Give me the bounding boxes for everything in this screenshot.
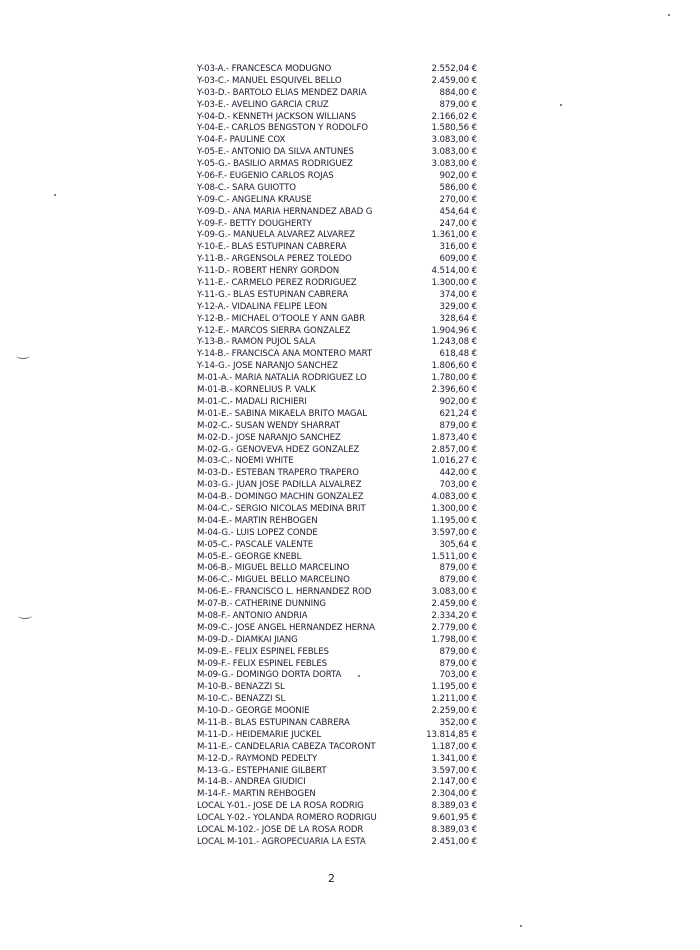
entry-amount: 879,00 € [439, 658, 477, 669]
entry-amount: 1.780,00 € [431, 373, 477, 384]
entry-name: M-01-B.- KORNELIUS P. VALK [197, 385, 316, 396]
list-item [197, 492, 477, 504]
entry-amount: 9.601,95 € [431, 813, 477, 824]
list-item [197, 611, 477, 623]
list-item [197, 230, 477, 242]
list-item [197, 76, 477, 88]
entry-name: LOCAL Y-01.- JOSE DE LA ROSA RODRIG [197, 801, 364, 812]
entry-name: M-04-E.- MARTIN REHBOGEN [197, 515, 318, 526]
entry-name: Y-03-C.- MANUEL ESQUIVEL BELLO [197, 75, 342, 86]
entry-amount: 442,00 € [439, 468, 477, 479]
list-item [197, 623, 477, 635]
entry-amount: 1.361,00 € [431, 230, 477, 241]
entry-amount: 4.514,00 € [431, 266, 477, 277]
list-item [197, 64, 477, 76]
list-item [197, 445, 477, 457]
entry-name: M-09-F.- FELIX ESPINEL FEBLES [197, 658, 328, 669]
list-item [197, 766, 477, 778]
list-item [197, 147, 477, 159]
scan-speck [54, 194, 56, 196]
entry-name: Y-12-B.- MICHAEL O'TOOLE Y ANN GABR [197, 313, 365, 324]
entry-name: M-11-D.- HEIDEMARIE JUCKEL [197, 729, 322, 740]
entry-name: LOCAL Y-02.- YOLANDA ROMERO RODRIGU [197, 813, 377, 824]
list-item [197, 813, 477, 825]
entry-name: Y-03-A.- FRANCESCA MODUGNO [197, 64, 332, 74]
entry-name: M-06-E.- FRANCISCO L. HERNANDEZ ROD [197, 587, 372, 598]
entry-name: Y-14-B.- FRANCISCA ANA MONTERO MART [197, 349, 373, 360]
list-item [197, 587, 477, 599]
entry-name: LOCAL M-102.- JOSE DE LA ROSA RODR [197, 825, 364, 835]
list-item [197, 599, 477, 611]
list-item [197, 433, 477, 445]
list-item [197, 397, 477, 409]
list-item [197, 207, 477, 219]
list-item [197, 278, 477, 290]
entry-name: LOCAL M-101.- AGROPECUARIA LA ESTA [197, 836, 366, 847]
list-item [197, 100, 477, 112]
entry-amount: 2.552,04 € [431, 64, 477, 74]
entry-amount: 2.259,00 € [431, 706, 477, 717]
list-item [197, 183, 477, 195]
entry-name: Y-11-G.- BLAS ESTUPIÑAN CABRERA [197, 289, 349, 300]
entry-amount: 3.083,00 € [431, 147, 477, 158]
entry-amount: 879,00 € [439, 99, 477, 110]
scan-speck [560, 104, 562, 106]
entry-name: M-03-D.- ESTEBAN TRAPERO TRAPERO [197, 468, 359, 479]
entry-amount: 1.195,00 € [431, 682, 477, 693]
page-number: 2 [328, 872, 335, 885]
entry-amount: 1.798,00 € [431, 634, 477, 645]
list-item [197, 456, 477, 468]
list-item [197, 504, 477, 516]
list-item [197, 706, 477, 718]
entry-name: Y-12-A.- VIDALINA FELIPE LEON [197, 301, 328, 312]
list-item [197, 801, 477, 813]
entry-name: M-13-G.- ESTEPHANIE GILBERT [197, 765, 327, 776]
entry-amount: 2.334,20 € [431, 610, 477, 621]
entry-name: Y-09-D.- ANA MARIA HERNANDEZ ABAD G [197, 206, 373, 217]
list-item [197, 837, 477, 849]
entry-name: M-10-C.- BENAZZI SL [197, 694, 286, 705]
entry-name: Y-11-D.- ROBERT HENRY GORDON [197, 266, 340, 277]
list-item [197, 754, 477, 766]
entry-amount: 2.166,02 € [431, 111, 477, 122]
entry-amount: 1.580,56 € [431, 123, 477, 134]
list-item [197, 694, 477, 706]
list-item [197, 635, 477, 647]
list-item [197, 302, 477, 314]
entry-name: Y-09-G.- MANUELA ALVAREZ ALVAREZ [197, 230, 355, 241]
entry-name: Y-11-E.- CARMELO PEREZ RODRIGUEZ [197, 278, 357, 289]
entry-amount: 2.459,00 € [431, 599, 477, 610]
entry-name: M-05-C.- PASCALE VALENTE [197, 539, 314, 550]
entry-name: Y-10-E.- BLAS ESTUPIÑAN CABRERA [197, 242, 347, 253]
entry-amount: 454,64 € [439, 206, 477, 217]
entry-amount: 2.459,00 € [431, 75, 477, 86]
list-item [197, 777, 477, 789]
list-item [197, 552, 477, 564]
entry-name: Y-13-B.- RAMON PUJOL SALA [197, 337, 316, 348]
entry-name: M-10-B.- BENAZZI SL [197, 682, 285, 693]
entry-amount: 879,00 € [439, 646, 477, 657]
entry-amount: 8.389,03 € [431, 825, 477, 835]
list-item [197, 123, 477, 135]
entry-amount: 609,00 € [439, 254, 477, 265]
list-item [197, 659, 477, 671]
scan-speck [358, 675, 360, 677]
list-item [197, 159, 477, 171]
entry-name: Y-11-B.- ARGENSOLA PEREZ TOLEDO [197, 254, 352, 265]
entry-name: Y-14-G.- JOSE NARANJO SANCHEZ [197, 361, 338, 372]
entry-amount: 316,00 € [439, 242, 477, 253]
list-item [197, 540, 477, 552]
entry-amount: 586,00 € [439, 182, 477, 193]
list-item [197, 290, 477, 302]
entry-amount: 1.243,08 € [431, 337, 477, 348]
entry-name: M-02-G.- GENOVEVA HDEZ GONZALEZ [197, 444, 360, 455]
entry-name: M-07-B.- CATHERINE DUNNING [197, 599, 326, 610]
entry-amount: 374,00 € [439, 289, 477, 300]
entry-amount: 621,24 € [439, 408, 477, 419]
list-item [197, 730, 477, 742]
list-item [197, 670, 477, 682]
entry-name: M-09-G.- DOMINGO DORTA DORTA [197, 670, 342, 681]
entry-amount: 1.341,00 € [431, 753, 477, 764]
list-item [197, 195, 477, 207]
list-item [197, 254, 477, 266]
entry-name: M-03-G.- JUAN JOSE PADILLA ALVALREZ [197, 480, 362, 491]
entry-amount: 305,64 € [439, 539, 477, 550]
entry-name: Y-05-G.- BASILIO ARMAS RODRIGUEZ [197, 159, 353, 170]
entry-name: M-11-E.- CANDELARIA CABEZA TACORONT [197, 741, 376, 752]
entry-amount: 2.396,60 € [431, 385, 477, 396]
entry-amount: 618,48 € [439, 349, 477, 360]
list-item [197, 468, 477, 480]
entry-name: Y-04-D.- KENNETH JACKSON WILLIANS [197, 111, 357, 122]
entry-name: M-10-D.- GEORGE MOONIE [197, 706, 310, 717]
list-item [197, 135, 477, 147]
entry-amount: 8.389,03 € [431, 801, 477, 812]
entry-amount: 328,64 € [439, 313, 477, 324]
list-item [197, 789, 477, 801]
entry-name: Y-09-F.- BETTY DOUGHERTY [197, 218, 312, 229]
entry-name: Y-04-F.- PAULINE COX [197, 135, 286, 146]
entry-amount: 902,00 € [439, 171, 477, 182]
entry-name: Y-12-E.- MARCOS SIERRA GONZALEZ [197, 325, 351, 336]
list-item [197, 88, 477, 100]
entry-amount: 352,00 € [439, 717, 477, 728]
entry-amount: 3.083,00 € [431, 587, 477, 598]
list-item [197, 528, 477, 540]
list-item [197, 242, 477, 254]
entry-amount: 1.873,40 € [431, 432, 477, 443]
entry-amount: 879,00 € [439, 420, 477, 431]
list-item [197, 219, 477, 231]
entry-name: M-09-C.- JOSE ANGEL HERNANDEZ HERNA [197, 622, 375, 633]
entry-name: Y-09-C.- ANGELINA KRAUSE [197, 194, 312, 205]
list-item [197, 409, 477, 421]
entry-amount: 1.195,00 € [431, 515, 477, 526]
list-item [197, 314, 477, 326]
entry-name: M-14-F.- MARTIN REHBOGEN [197, 789, 316, 800]
entry-name: M-04-B.- DOMINGO MACHIN GONZALEZ [197, 492, 364, 503]
entry-name: M-04-C.- SERGIO NICOLAS MEDINA BRIT [197, 503, 366, 514]
scan-mark [18, 612, 32, 619]
entry-name: M-09-E.- FELIX ESPINEL FEBLES [197, 646, 329, 657]
entry-name: M-06-C.- MIGUEL BELLO MARCELINO [197, 575, 350, 586]
entry-amount: 13.814,85 € [426, 729, 477, 740]
list-item [197, 421, 477, 433]
entries-list [197, 64, 477, 849]
entry-amount: 3.083,00 € [431, 135, 477, 146]
entry-name: M-05-E.- GEORGE KNEBL [197, 551, 302, 562]
entry-amount: 879,00 € [439, 575, 477, 586]
list-item [197, 266, 477, 278]
list-item [197, 326, 477, 338]
scan-mark [16, 352, 30, 359]
entry-amount: 703,00 € [439, 670, 477, 681]
list-item [197, 516, 477, 528]
entry-amount: 270,00 € [439, 194, 477, 205]
entry-amount: 703,00 € [439, 480, 477, 491]
entry-name: M-01-E.- SABINA MIKAELA BRITO MAGAL [197, 408, 367, 419]
entry-amount: 4.083,00 € [431, 492, 477, 503]
entry-amount: 2.451,00 € [431, 836, 477, 847]
entry-name: M-02-C.- SUSAN WENDY SHARRAT [197, 420, 341, 431]
list-item [197, 825, 477, 837]
list-item [197, 742, 477, 754]
list-item [197, 563, 477, 575]
scan-speck [668, 14, 670, 16]
entry-name: M-02-D.- JOSE NARANJO SANCHEZ [197, 432, 341, 443]
list-item [197, 575, 477, 587]
entry-amount: 1.187,00 € [431, 741, 477, 752]
entry-amount: 2.147,00 € [431, 777, 477, 788]
list-item [197, 171, 477, 183]
entry-amount: 3.597,00 € [431, 765, 477, 776]
list-item [197, 647, 477, 659]
list-item [197, 361, 477, 373]
list-item [197, 682, 477, 694]
list-item [197, 385, 477, 397]
scan-speck [520, 925, 522, 927]
entry-name: M-01-A.- MARIA NATALIA RODRIGUEZ LO [197, 373, 367, 384]
entry-amount: 1.806,60 € [431, 361, 477, 372]
list-item [197, 480, 477, 492]
list-item [197, 349, 477, 361]
entry-name: Y-03-E.- AVELINO GARCIA CRUZ [197, 99, 329, 110]
entry-amount: 2.304,00 € [431, 789, 477, 800]
entry-name: Y-08-C.- SARA GUIOTTO [197, 182, 296, 193]
entry-name: M-12-D.- RAYMOND PEDELTY [197, 753, 318, 764]
entry-amount: 1.016,27 € [431, 456, 477, 467]
entry-name: M-11-B.- BLAS ESTUPIÑAN CABRERA [197, 717, 350, 728]
entry-amount: 1.300,00 € [431, 278, 477, 289]
list-item [197, 718, 477, 730]
entry-name: M-14-B.- ANDREA GIUDICI [197, 777, 306, 788]
entry-name: M-01-C.- MADALI RICHIERI [197, 396, 307, 407]
entry-amount: 1.904,96 € [431, 325, 477, 336]
entry-amount: 3.083,00 € [431, 159, 477, 170]
entry-name: Y-05-E.- ANTONIO DA SILVA ANTUNES [197, 147, 354, 158]
entry-name: M-08-F.- ANTONIO ANDRIA [197, 610, 308, 621]
entry-amount: 1.511,00 € [431, 551, 477, 562]
entry-amount: 3.597,00 € [431, 527, 477, 538]
entry-name: M-06-B.- MIGUEL BELLO MARCELINO [197, 563, 350, 574]
entry-amount: 1.300,00 € [431, 503, 477, 514]
entry-name: Y-03-D.- BARTOLO ELIAS MENDEZ DARIA [197, 87, 367, 98]
entry-amount: 2.857,00 € [431, 444, 477, 455]
entry-name: Y-06-F.- EUGENIO CARLOS ROJAS [197, 171, 334, 182]
list-item [197, 112, 477, 124]
entry-name: M-04-G.- LUIS LOPEZ CONDE [197, 527, 318, 538]
entry-name: Y-04-E.- CARLOS BENGSTON Y RODOLFO [197, 123, 368, 134]
entry-amount: 329,00 € [439, 301, 477, 312]
entry-name: M-09-D.- DIAMKAI JIANG [197, 634, 298, 645]
entry-amount: 884,00 € [439, 87, 477, 98]
entry-amount: 902,00 € [439, 396, 477, 407]
entry-amount: 247,00 € [439, 218, 477, 229]
entry-amount: 1.211,00 € [431, 694, 477, 705]
entry-amount: 2.779,00 € [431, 622, 477, 633]
list-item [197, 337, 477, 349]
entry-amount: 879,00 € [439, 563, 477, 574]
list-item [197, 373, 477, 385]
entry-name: M-03-C.- NOEMI WHITE [197, 456, 294, 467]
